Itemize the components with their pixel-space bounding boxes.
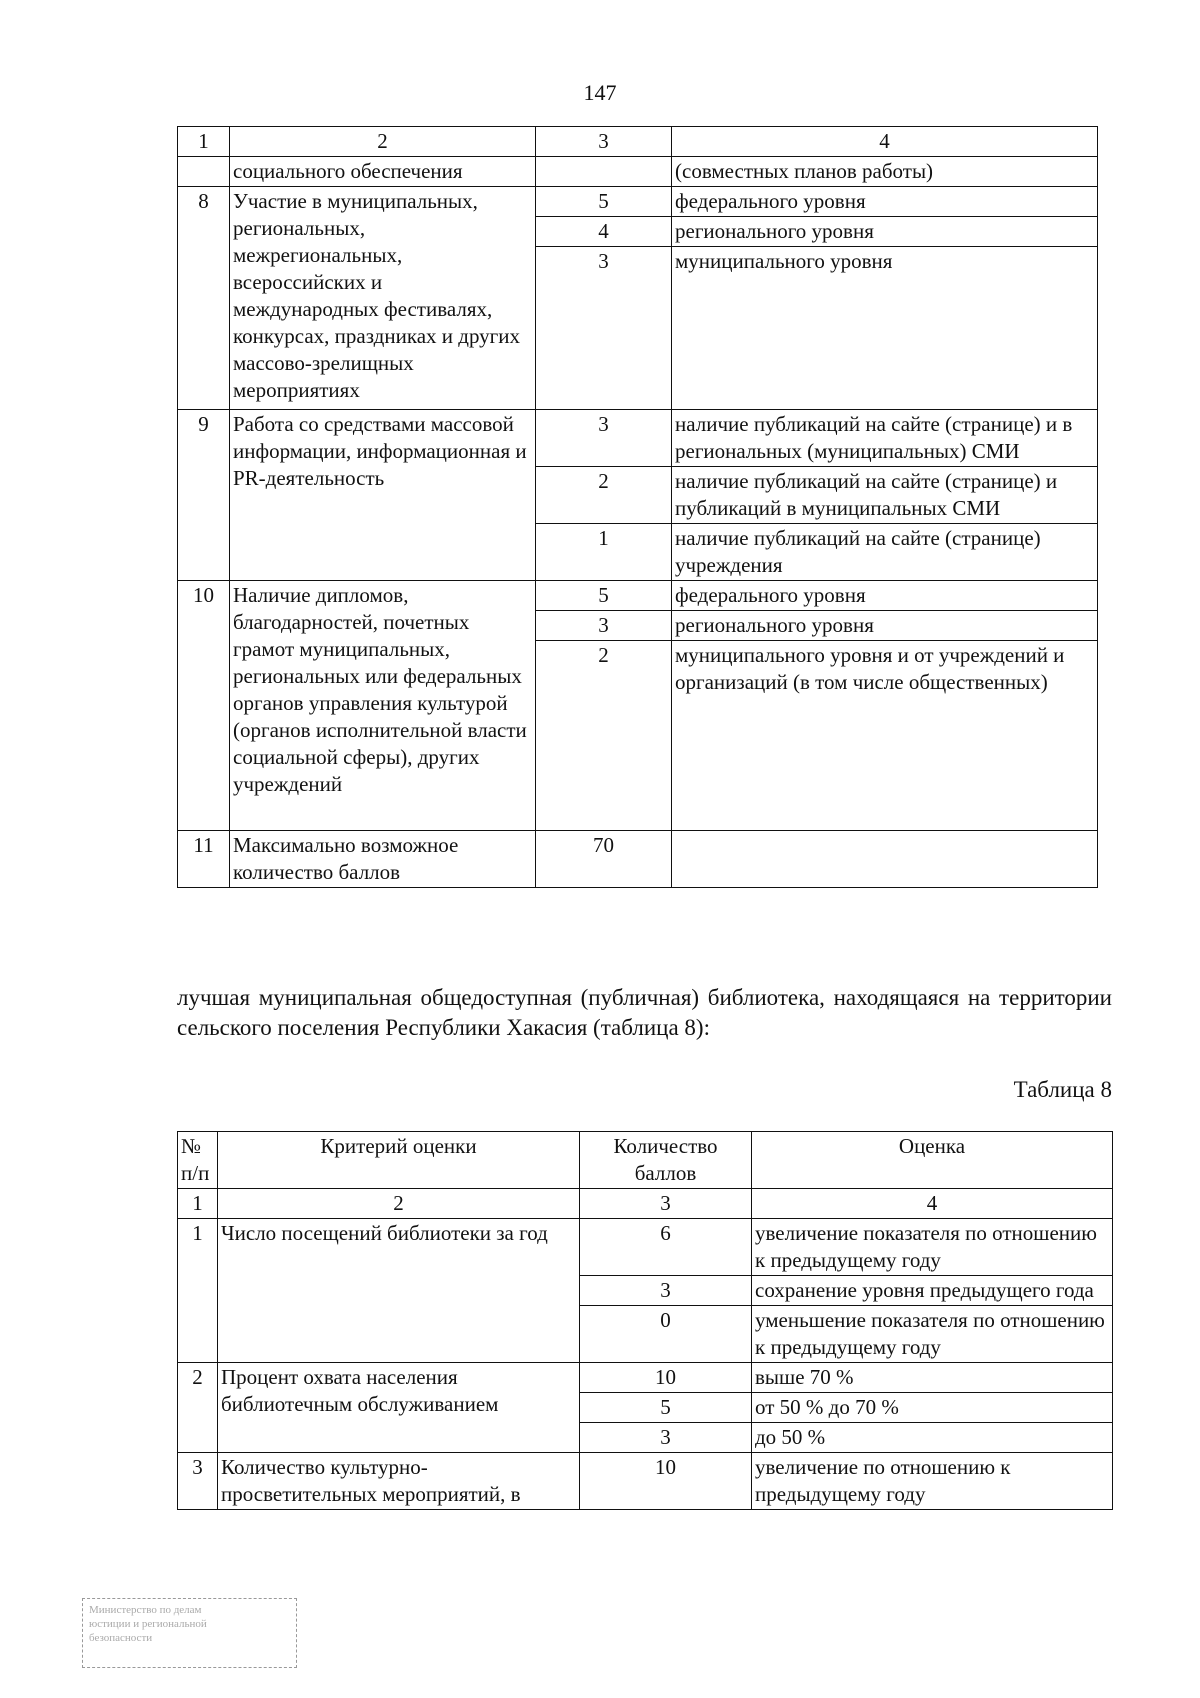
table-caption: Таблица 8 — [1013, 1077, 1112, 1102]
points-cell: 1 — [536, 524, 672, 581]
assessment-cell: федерального уровня — [672, 187, 1098, 217]
criterion-cell: Процент охвата населения библиотечным обслуживанием — [218, 1363, 580, 1453]
criterion-cell: социального обеспечения — [230, 157, 536, 187]
assessment-cell: до 50 % — [752, 1423, 1113, 1453]
points-cell: 3 — [580, 1276, 752, 1306]
header-cell: № п/п — [178, 1132, 218, 1189]
points-cell: 3 — [580, 1423, 752, 1453]
assessment-cell: наличие публикаций на сайте (странице) и публикаций в муниципальных СМИ — [672, 467, 1098, 524]
points-cell: 10 — [580, 1453, 752, 1510]
criterion-cell: Участие в муниципальных, региональных, межрегиональных, всероссийских и международных фестивалях, конкурсах, праздниках и других массово-зрелищных мероприятиях — [230, 187, 536, 410]
assessment-cell: регионального уровня — [672, 611, 1098, 641]
points-cell: 3 — [536, 410, 672, 467]
points-cell: 2 — [536, 641, 672, 831]
header-cell: 4 — [672, 127, 1098, 157]
points-cell: 2 — [536, 467, 672, 524]
criterion-cell: Наличие дипломов, благодарностей, почетных грамот муниципальных, региональных или федеральных органов управления культурой (органов исполнительной власти социальной сферы), других учреждений — [230, 581, 536, 831]
points-cell: 3 — [536, 247, 672, 410]
table-row — [178, 1219, 1113, 1276]
stamp-line: Министерство по делам — [89, 1604, 202, 1616]
assessment-cell: муниципального уровня и от учреждений и организаций (в том числе общественных) — [672, 641, 1098, 831]
header-cell: 4 — [752, 1189, 1113, 1219]
page-number: 147 — [583, 80, 617, 105]
ministry-stamp — [82, 1598, 297, 1668]
header-cell: 1 — [178, 127, 230, 157]
row-number: 11 — [178, 831, 230, 888]
points-cell — [536, 157, 672, 187]
table-number-row — [178, 1189, 1113, 1219]
assessment-cell: муниципального уровня — [672, 247, 1098, 410]
row-number: 2 — [178, 1363, 218, 1453]
header-cell: 3 — [580, 1189, 752, 1219]
stamp-line: юстиции и региональной — [89, 1618, 207, 1630]
row-number: 10 — [178, 581, 230, 831]
table-row — [178, 410, 1098, 467]
points-cell: 5 — [536, 187, 672, 217]
points-cell: 4 — [536, 217, 672, 247]
header-cell: Оценка — [752, 1132, 1113, 1189]
stamp-line: безопасности — [89, 1632, 153, 1644]
table-8 — [177, 1131, 1113, 1510]
row-number: 3 — [178, 1453, 218, 1510]
row-number: 1 — [178, 1219, 218, 1363]
assessment-cell: уменьшение показателя по отношению к предыдущему году — [752, 1306, 1113, 1363]
table-header-row — [178, 127, 1098, 157]
assessment-cell — [672, 831, 1098, 888]
assessment-cell: наличие публикаций на сайте (странице) учреждения — [672, 524, 1098, 581]
paragraph-text: лучшая муниципальная общедоступная (публичная) библиотека, находящаяся на территории сельского поселения Республики Хакасия (таблица 8): — [177, 985, 1112, 1040]
assessment-cell: наличие публикаций на сайте (странице) и в региональных (муниципальных) СМИ — [672, 410, 1098, 467]
points-cell: 3 — [536, 611, 672, 641]
points-cell: 5 — [536, 581, 672, 611]
table-row — [178, 187, 1098, 217]
header-cell: 2 — [218, 1189, 580, 1219]
header-cell: Критерий оценки — [218, 1132, 580, 1189]
assessment-cell: выше 70 % — [752, 1363, 1113, 1393]
criterion-cell: Максимально возможное количество баллов — [230, 831, 536, 888]
header-cell: 3 — [536, 127, 672, 157]
table-row — [178, 1453, 1113, 1510]
header-cell: 1 — [178, 1189, 218, 1219]
points-cell: 6 — [580, 1219, 752, 1276]
table-header-row — [178, 1132, 1113, 1189]
header-cell: Количество баллов — [580, 1132, 752, 1189]
assessment-cell: от 50 % до 70 % — [752, 1393, 1113, 1423]
header-cell: 2 — [230, 127, 536, 157]
assessment-cell: сохранение уровня предыдущего года — [752, 1276, 1113, 1306]
table-row — [178, 157, 1098, 187]
assessment-cell: (совместных планов работы) — [672, 157, 1098, 187]
criterion-cell: Количество культурно-просветительных мероприятий, в — [218, 1453, 580, 1510]
points-cell: 10 — [580, 1363, 752, 1393]
row-number: 9 — [178, 410, 230, 581]
points-cell: 0 — [580, 1306, 752, 1363]
assessment-cell: федерального уровня — [672, 581, 1098, 611]
assessment-cell: увеличение по отношению к предыдущему году — [752, 1453, 1113, 1510]
table-row — [178, 1363, 1113, 1393]
body-paragraph — [177, 983, 1112, 1043]
assessment-cell: увеличение показателя по отношению к предыдущему году — [752, 1219, 1113, 1276]
assessment-cell: регионального уровня — [672, 217, 1098, 247]
continued-criteria-table — [177, 126, 1098, 888]
criterion-cell: Число посещений библиотеки за год — [218, 1219, 580, 1363]
table-row — [178, 581, 1098, 611]
points-cell: 70 — [536, 831, 672, 888]
row-number: 8 — [178, 187, 230, 410]
table-row — [178, 831, 1098, 888]
criterion-cell: Работа со средствами массовой информации, информационная и PR-деятельность — [230, 410, 536, 581]
row-number — [178, 157, 230, 187]
points-cell: 5 — [580, 1393, 752, 1423]
